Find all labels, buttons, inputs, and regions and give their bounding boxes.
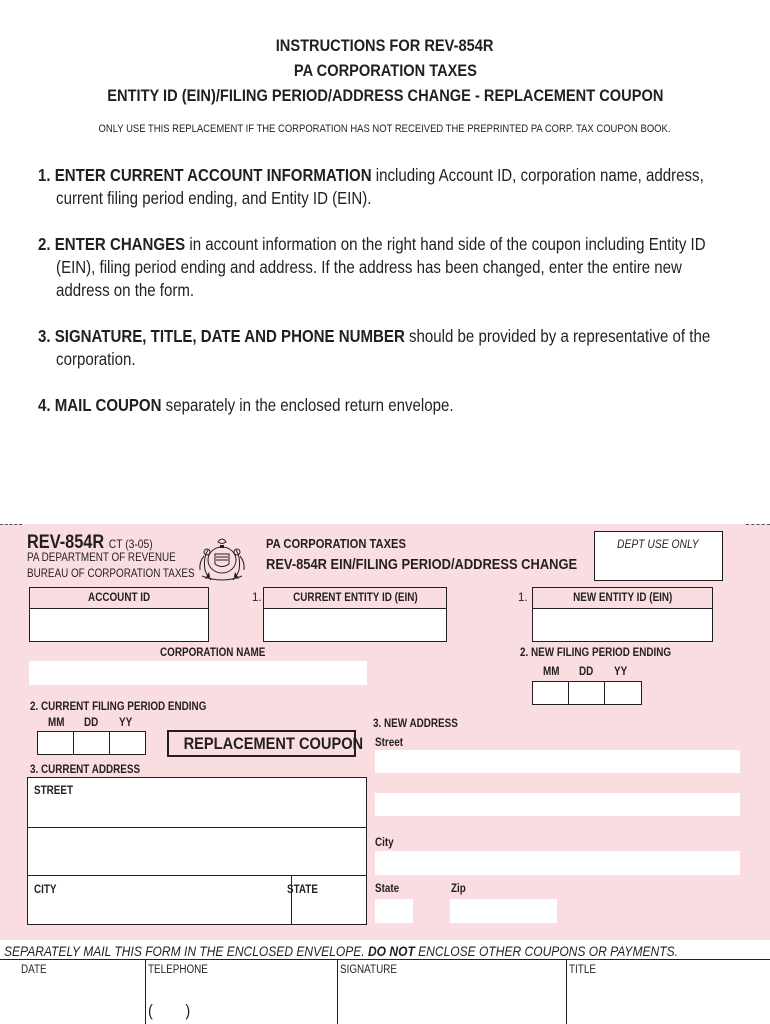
- form-number: REV-854R: [27, 532, 105, 553]
- dept-line-1: PA DEPARTMENT OF REVENUE: [27, 552, 176, 564]
- new-street-field-2[interactable]: [375, 793, 740, 816]
- coupon-heading-1: PA CORPORATION TAXES: [266, 536, 406, 551]
- replacement-coupon-label: REPLACEMENT COUPON: [183, 734, 364, 753]
- current-street-label: STREET: [34, 785, 74, 797]
- account-id-field[interactable]: [29, 608, 209, 642]
- new-state-label: State: [375, 883, 400, 895]
- item-heading: ENTER CHANGES: [54, 234, 186, 254]
- current-state-label: STATE: [287, 884, 318, 896]
- new-ein-label: NEW ENTITY ID (EIN): [572, 592, 673, 604]
- current-ein-header: [263, 587, 447, 609]
- corporation-name-label: CORPORATION NAME: [160, 647, 266, 659]
- current-dd-field[interactable]: [73, 731, 110, 755]
- instruction-item-3: [38, 325, 735, 371]
- current-ein-label: CURRENT ENTITY ID (EIN): [292, 592, 418, 604]
- item-number: 3.: [38, 326, 51, 346]
- item-number: 4.: [38, 395, 51, 415]
- form-code: CT (3-05): [108, 537, 153, 551]
- instructions-title: [0, 36, 770, 56]
- title-label: TITLE: [569, 964, 596, 976]
- new-city-field[interactable]: [375, 851, 740, 875]
- mail-text-bold: DO NOT: [367, 943, 415, 959]
- current-ein-field[interactable]: [263, 608, 447, 642]
- account-id-header: [29, 587, 209, 609]
- instruction-item-4: [38, 394, 735, 417]
- instructions-note: [0, 123, 770, 135]
- date-field[interactable]: [0, 975, 145, 1024]
- telephone-label: TELEPHONE: [148, 964, 208, 976]
- current-yy-label: YY: [119, 717, 133, 729]
- signature-label: SIGNATURE: [340, 964, 397, 976]
- coupon-heading-2: REV-854R EIN/FILING PERIOD/ADDRESS CHANGE: [266, 556, 578, 573]
- current-address-label: 3. CURRENT ADDRESS: [30, 764, 141, 776]
- current-address-box[interactable]: [27, 777, 367, 925]
- date-label: DATE: [21, 964, 47, 976]
- item-text-cont: address on the form.: [56, 280, 195, 300]
- current-city-label: CITY: [34, 884, 57, 896]
- item-text-cont: (EIN), filing period ending and address. If the address has been changed, enter the entire new: [56, 257, 682, 277]
- address-divider-2: [28, 875, 366, 876]
- item-heading: ENTER CURRENT ACCOUNT INFORMATION: [54, 165, 372, 185]
- note-text: ONLY USE THIS REPLACEMENT IF THE CORPORATION HAS NOT RECEIVED THE PREPRINTED PA CORP. TAX COUPON BOOK.: [99, 123, 671, 135]
- dept-use-only-box: [594, 531, 723, 581]
- telephone-parentheses: ( ): [148, 1001, 191, 1020]
- title-line-3: ENTITY ID (EIN)/FILING PERIOD/ADDRESS CHANGE - REPLACEMENT COUPON: [106, 86, 664, 105]
- current-yy-field[interactable]: [109, 731, 146, 755]
- new-ein-field[interactable]: [532, 608, 713, 642]
- mail-instruction: [4, 943, 678, 959]
- title-line-1: INSTRUCTIONS FOR REV-854R: [276, 36, 494, 55]
- item-text: should be provided by a representative of the: [404, 326, 711, 346]
- item-text-cont: corporation.: [56, 349, 136, 369]
- new-ein-number: 1.: [518, 592, 528, 604]
- new-zip-field[interactable]: [450, 899, 557, 923]
- account-id-label: ACCOUNT ID: [87, 592, 151, 604]
- new-dd-label: DD: [579, 666, 594, 678]
- pa-state-seal-icon: [194, 532, 250, 584]
- current-mm-label: MM: [48, 717, 65, 729]
- new-street-field-1[interactable]: [375, 750, 740, 773]
- instructions-heading: [0, 86, 770, 106]
- corporation-name-field[interactable]: [29, 661, 367, 685]
- mail-text-pre: SEPARATELY MAIL THIS FORM IN THE ENCLOSED ENVELOPE.: [4, 943, 368, 959]
- new-yy-label: YY: [614, 666, 628, 678]
- title-line-2: PA CORPORATION TAXES: [293, 61, 477, 80]
- new-street-label: Street: [375, 737, 404, 749]
- cut-line-left: [0, 524, 22, 525]
- form-id: [27, 532, 153, 554]
- item-text: including Account ID, corporation name, address,: [371, 165, 704, 185]
- dept-use-label: DEPT USE ONLY: [617, 537, 699, 551]
- instruction-item-1: [38, 164, 735, 210]
- current-dd-label: DD: [84, 717, 99, 729]
- new-address-label: 3. NEW ADDRESS: [373, 718, 458, 730]
- new-filing-period-label: 2. NEW FILING PERIOD ENDING: [520, 647, 672, 659]
- new-ein-header: [532, 587, 713, 609]
- new-zip-label: Zip: [451, 883, 466, 895]
- new-mm-field[interactable]: [532, 681, 569, 705]
- item-heading: SIGNATURE, TITLE, DATE AND PHONE NUMBER: [54, 326, 405, 346]
- item-text: separately in the enclosed return envelope.: [161, 395, 454, 415]
- title-field[interactable]: [567, 975, 770, 1024]
- item-number: 1.: [38, 165, 51, 185]
- new-dd-field[interactable]: [568, 681, 605, 705]
- address-divider-3: [291, 875, 292, 925]
- dept-line-2: BUREAU OF CORPORATION TAXES: [27, 568, 195, 580]
- instructions-subtitle: [0, 61, 770, 81]
- item-text-cont: current filing period ending, and Entity ID (EIN).: [56, 188, 372, 208]
- new-city-label: City: [375, 837, 394, 849]
- footer-rule: [0, 959, 770, 960]
- new-yy-field[interactable]: [604, 681, 642, 705]
- signature-field[interactable]: [338, 975, 566, 1024]
- item-number: 2.: [38, 234, 51, 254]
- address-divider-1: [28, 827, 366, 828]
- instruction-item-2: [38, 233, 735, 302]
- current-filing-period-label: 2. CURRENT FILING PERIOD ENDING: [30, 701, 207, 713]
- new-mm-label: MM: [543, 666, 560, 678]
- item-text: in account information on the right hand side of the coupon including Entity ID: [185, 234, 706, 254]
- cut-line-right: [746, 524, 770, 525]
- current-ein-number: 1.: [252, 592, 262, 604]
- mail-text-post: ENCLOSE OTHER COUPONS OR PAYMENTS.: [414, 943, 678, 959]
- replacement-coupon-badge: [167, 730, 364, 757]
- telephone-field[interactable]: [146, 975, 337, 1024]
- item-heading: MAIL COUPON: [54, 395, 162, 415]
- new-state-field[interactable]: [375, 899, 413, 923]
- current-mm-field[interactable]: [37, 731, 74, 755]
